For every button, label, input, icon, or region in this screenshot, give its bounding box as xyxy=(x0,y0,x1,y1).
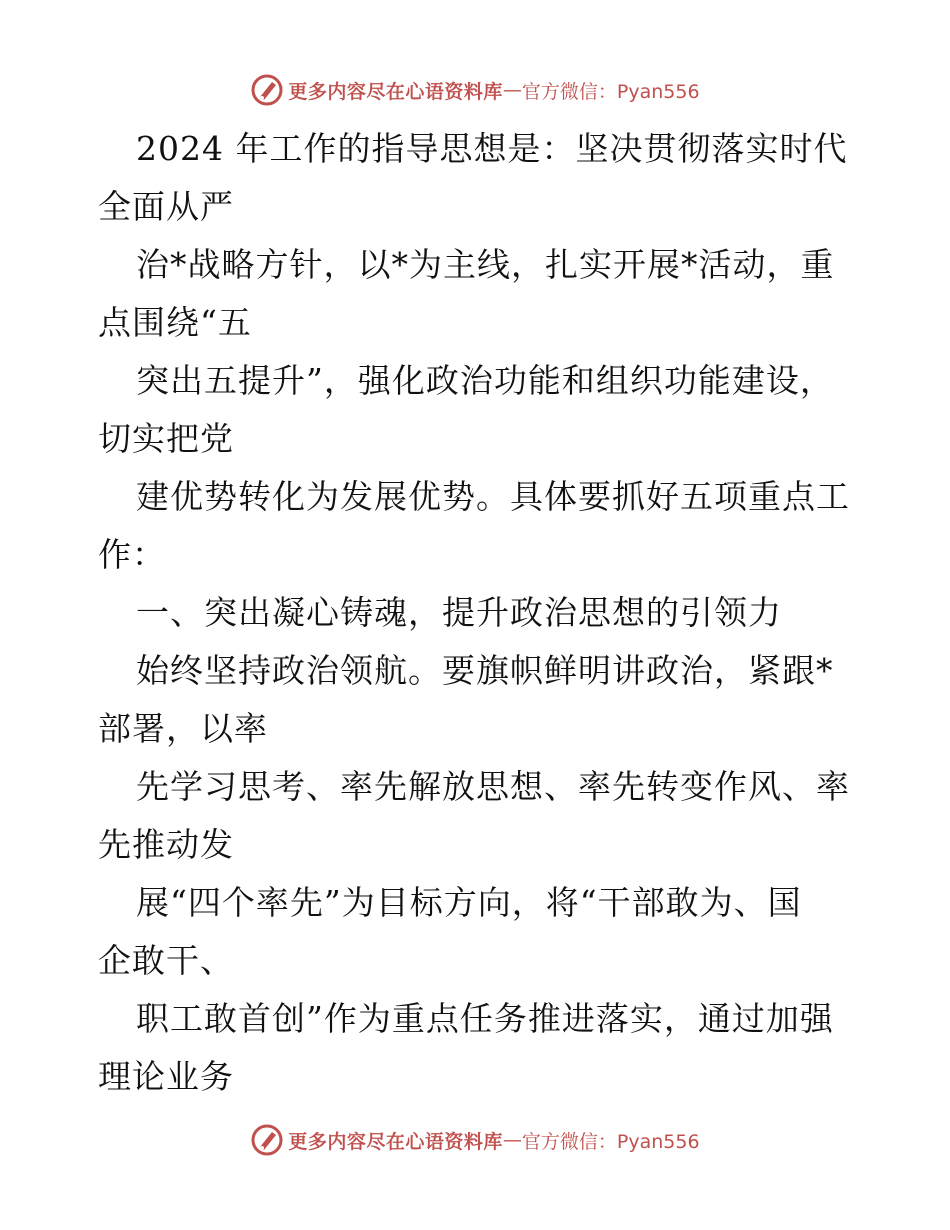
watermark-separator: — xyxy=(502,79,522,101)
text-line: 职工敢首创”作为重点任务推进落实，通过加强 xyxy=(136,999,834,1038)
text-line: 先学习思考、率先解放思想、率先转变作风、率 xyxy=(136,767,850,806)
text-line: 治*战略方针，以*为主线，扎实开展*活动，重 xyxy=(136,245,835,284)
document-body xyxy=(98,120,858,1106)
watermark-wechat: 官方微信：Pyan556 xyxy=(521,1130,700,1153)
watermark-main-text: 更多内容尽在心语资料库 xyxy=(288,1130,503,1153)
text-line: 理论业务 xyxy=(98,1057,234,1096)
text-line: 展“四个率先”为目标方向，将“干部敢为、国 xyxy=(136,883,802,922)
watermark-wechat: 官方微信：Pyan556 xyxy=(521,80,700,103)
pen-logo-icon xyxy=(250,73,284,107)
text-line: 2024 年工作的指导思想是：坚决贯彻落实时代 xyxy=(136,129,848,168)
text-line: 始终坚持政治领航。要旗帜鲜明讲政治，紧跟* xyxy=(136,651,834,690)
pen-logo-icon xyxy=(250,1123,284,1157)
text-line: 作： xyxy=(98,535,166,574)
watermark-main-text: 更多内容尽在心语资料库 xyxy=(288,80,503,103)
text-line: 切实把党 xyxy=(98,419,234,458)
text-line: 企敢干、 xyxy=(98,941,234,980)
footer-watermark xyxy=(0,1120,950,1160)
text-line: 部署，以率 xyxy=(98,709,268,748)
text-line: 全面从严 xyxy=(98,187,234,226)
header-watermark xyxy=(0,70,950,110)
watermark-separator: — xyxy=(502,1129,522,1151)
text-line: 先推动发 xyxy=(98,825,234,864)
text-line: 突出五提升”，强化政治功能和组织功能建设， xyxy=(136,361,834,400)
section-heading: 一、突出凝心铸魂，提升政治思想的引领力 xyxy=(136,593,782,632)
text-line: 点围绕“五 xyxy=(98,303,252,342)
text-line: 建优势转化为发展优势。具体要抓好五项重点工 xyxy=(136,477,850,516)
